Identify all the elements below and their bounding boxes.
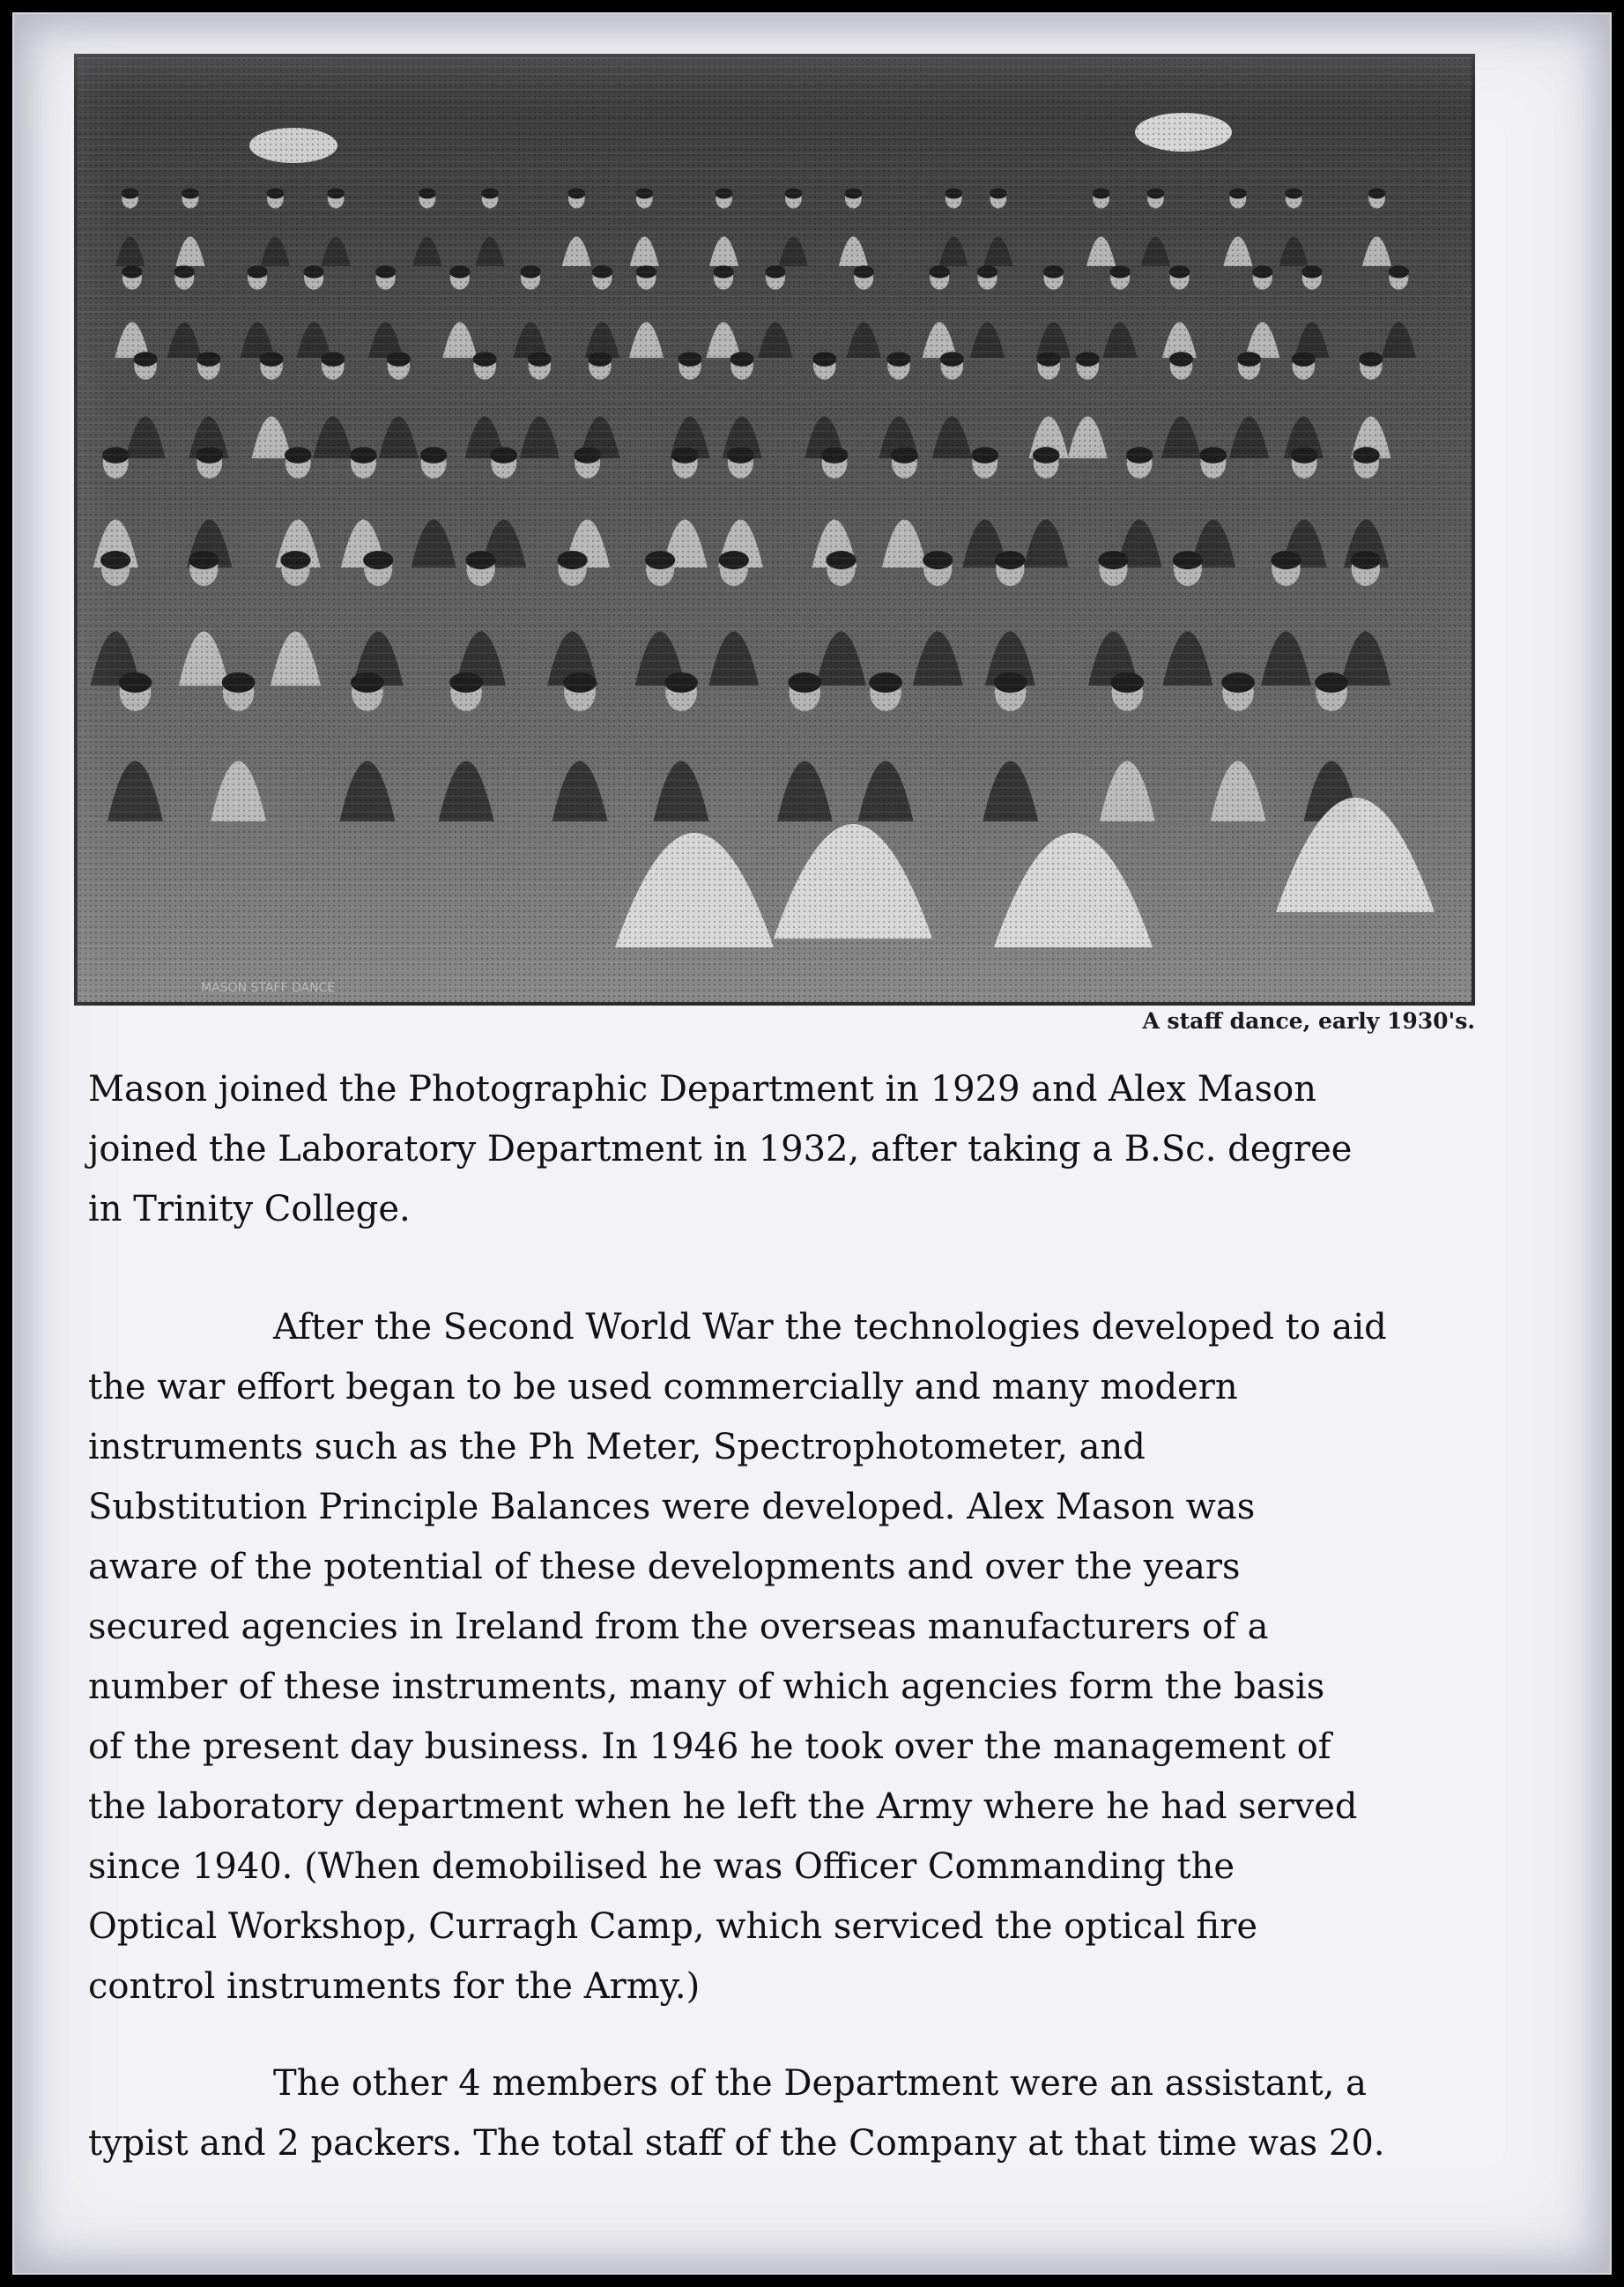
text-line: the war effort began to be used commercially and many modern [88,1367,1238,1407]
photo-graphic [78,57,1472,1002]
text-line: since 1940. (When demobilised he was Officer Commanding the [88,1846,1235,1887]
paragraph-2 [88,1297,1387,2016]
paragraph-1 [88,1059,1352,1239]
text-line: typist and 2 packers. The total staff of the Company at that time was 20. [88,2123,1385,2164]
text-line: the laboratory department when he left the Army where he had served [88,1786,1358,1827]
paragraph-3 [88,2053,1385,2173]
text-line: aware of the potential of these developments and over the years [88,1547,1241,1587]
text-line: in Trinity College. [88,1189,411,1229]
text-line: Optical Workshop, Curragh Camp, which serviced the optical fire [88,1906,1258,1947]
text-line: joined the Laboratory Department in 1932, after taking a B.Sc. degree [88,1129,1353,1169]
text-line: After the Second World War the technologies developed to aid [273,1307,1387,1348]
text-line: Substitution Principle Balances were developed. Alex Mason was [88,1487,1256,1527]
text-line: control instruments for the Army.) [88,1966,701,2007]
photo-caption: A staff dance, early 1930's. [1142,1008,1475,1034]
text-line: of the present day business. In 1946 he took over the management of [88,1726,1331,1767]
text-line: number of these instruments, many of which agencies form the basis [88,1667,1325,1707]
text-line: secured agencies in Ireland from the overseas manufacturers of a [88,1607,1269,1647]
text-line: Mason joined the Photographic Department in 1929 and Alex Mason [88,1069,1316,1110]
scanned-page [12,12,1612,2275]
photo-inscription: MASON STAFF DANCE [201,981,336,995]
text-line: The other 4 members of the Department were an assistant, a [273,2063,1367,2104]
text-line: instruments such as the Ph Meter, Spectrophotometer, and [88,1427,1146,1467]
staff-dance-photograph [74,54,1475,1006]
